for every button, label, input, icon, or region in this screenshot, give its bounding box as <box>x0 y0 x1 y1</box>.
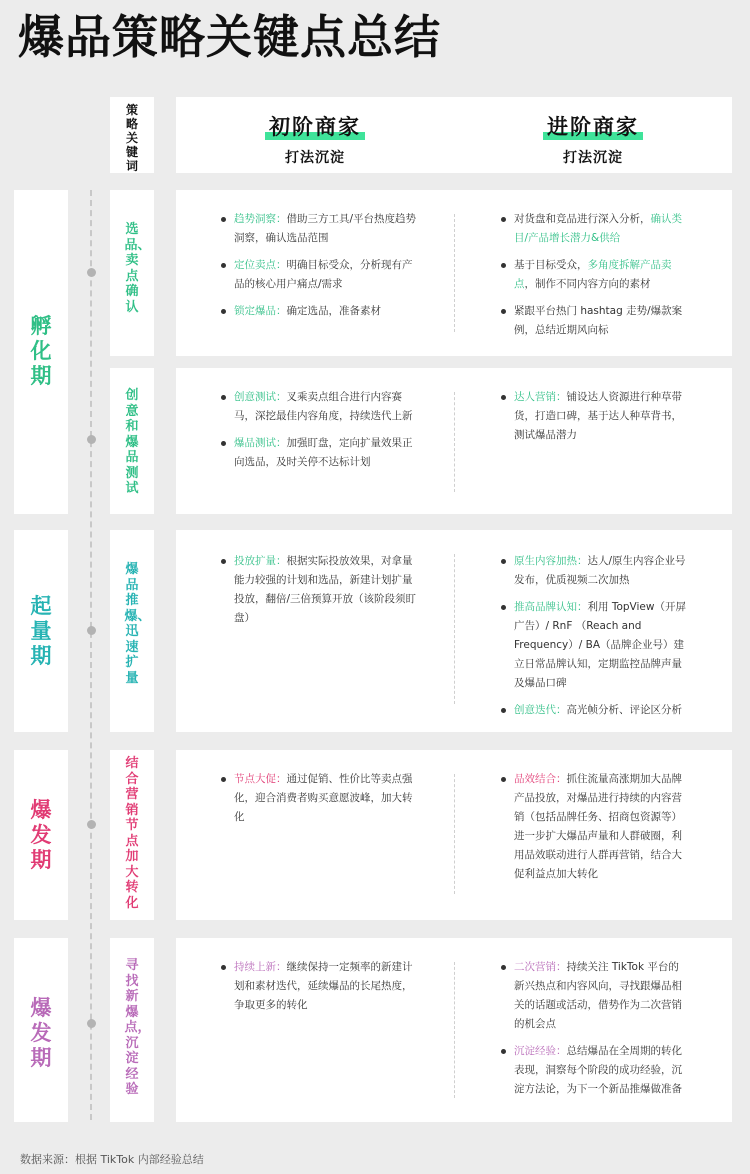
advanced-list <box>498 210 688 348</box>
bullet-text: 根据实际投放效果，对拿量能力较强的计划和选品，新建计划扩量投放，翻倍/三倍预算开放（该阶段须盯盘） <box>234 555 417 624</box>
bullet-item <box>498 388 688 445</box>
bullet-highlight: 二次营销： <box>514 961 567 973</box>
bullet-text: 继续保持一定频率的新建计划和素材迭代，延续爆品的长尾热度，争取更多的转化 <box>234 961 413 1011</box>
timeline-dot <box>87 435 96 444</box>
bullet-text: 利用 TopView（开屏广告）/ RnF （Reach and Frequency）/ BA（品牌企业号）建立日常品牌认知，定期监控品牌声量及爆品口碑 <box>514 601 686 689</box>
bullet-item <box>218 388 418 426</box>
bullet-highlight: 原生内容加热： <box>514 555 588 567</box>
advanced-list <box>498 388 688 453</box>
keyword-label: 选品、卖点确认 <box>124 222 151 315</box>
timeline-dot <box>87 1019 96 1028</box>
bullet-text: 总结爆品在全周期的转化表现，洞察每个阶段的成功经验，沉淀方法论，为下一个新品推爆做准备 <box>514 1045 682 1095</box>
keyword-header-label: 策略关键词 <box>125 103 138 173</box>
timeline-dot <box>87 820 96 829</box>
tier-basic-sub: 打法沉淀 <box>285 150 345 166</box>
basic-list <box>218 552 418 636</box>
bullet-item <box>218 302 418 321</box>
tier-header <box>176 97 732 173</box>
bullet-text: 确定选品，准备素材 <box>286 305 381 317</box>
tier-basic-header <box>176 111 454 167</box>
bullet-item <box>498 958 688 1034</box>
bullet-item <box>218 552 418 628</box>
data-source-note: 数据来源：根据 TikTok 内部经验总结 <box>20 1153 204 1166</box>
bullet-highlight: 品效结合： <box>514 773 567 785</box>
phase-label-burst-late: 爆发期 <box>30 996 52 1070</box>
tier-advanced-name: 进阶商家 <box>547 115 639 139</box>
phase-cell-incubation <box>14 190 68 514</box>
bullet-text: 抓住流量高涨期加大品牌产品投放，对爆品进行持续的内容营销（包括品牌任务、招商包资源等）进一步扩大爆品声量和人群破圈，利用品效联动进行人群再营销，结合大促利益点加大转化 <box>514 773 682 880</box>
keyword-label: 爆品推爆、迅速扩量 <box>124 562 151 686</box>
bullet-text: 铺设达人资源进行种草带货，打造口碑，基于达人种草背书，测试爆品潜力 <box>514 391 682 441</box>
bullet-highlight: 创意迭代： <box>514 704 567 716</box>
bullet-highlight: 多角度拆解产品卖点 <box>514 259 672 290</box>
bullet-item <box>218 958 418 1015</box>
bullet-highlight: 趋势洞察： <box>234 213 287 225</box>
page-title: 爆品策略关键点总结 <box>18 10 441 64</box>
phase-cell-burst <box>14 750 68 920</box>
bullet-text: ，制作不同内容方向的素材 <box>524 278 651 290</box>
phase-label-growth: 起量期 <box>30 594 52 668</box>
keyword-cell <box>110 750 154 920</box>
tier-advanced-title <box>543 111 643 141</box>
bullet-text: 达人/原生内容企业号发布，优质视频二次加热 <box>514 555 686 586</box>
bullet-highlight: 锁定爆品： <box>234 305 287 317</box>
bullet-highlight: 创意测试： <box>234 391 287 403</box>
content-cell <box>176 938 732 1122</box>
advanced-list <box>498 770 688 892</box>
bullet-item <box>498 552 688 590</box>
bullet-highlight: 沉淀经验： <box>514 1045 567 1057</box>
timeline-line <box>90 190 92 1120</box>
bullet-item <box>218 210 418 248</box>
column-divider <box>454 214 455 332</box>
content-cell <box>176 750 732 920</box>
bullet-text: 基于目标受众， <box>514 259 588 271</box>
bullet-highlight: 定位卖点： <box>234 259 287 271</box>
bullet-highlight: 确认类目/产品增长潜力&供给 <box>514 213 682 244</box>
bullet-text: 通过促销、性价比等卖点强化，迎合消费者购买意愿波峰，加大转化 <box>234 773 413 823</box>
keyword-cell <box>110 368 154 514</box>
bullet-item <box>498 302 688 340</box>
bullet-text: 加强盯盘，定向扩量效果正向选品，及时关停不达标计划 <box>234 437 413 468</box>
timeline-dot <box>87 626 96 635</box>
advanced-list <box>498 958 688 1107</box>
bullet-highlight: 爆品测试： <box>234 437 287 449</box>
phase-label-incubation: 孵化期 <box>30 314 52 388</box>
keyword-header <box>110 97 154 173</box>
tier-advanced-sub: 打法沉淀 <box>563 150 623 166</box>
bullet-item <box>218 770 418 827</box>
bullet-text: 借助三方工具/平台热度趋势洞察，确认选品范围 <box>234 213 417 244</box>
keyword-cell <box>110 938 154 1122</box>
keyword-cell <box>110 530 154 732</box>
bullet-item <box>498 1042 688 1099</box>
bullet-item <box>498 256 688 294</box>
bullet-item <box>218 256 418 294</box>
bullet-text: 明确目标受众，分析现有产品的核心用户痛点/需求 <box>234 259 413 290</box>
phase-cell-growth <box>14 530 68 732</box>
column-divider <box>454 392 455 492</box>
bullet-text: 持续关注 TikTok 平台的新兴热点和内容风向，寻找跟爆品相关的话题或活动，借势作为二次营销的机会点 <box>514 961 682 1030</box>
bullet-item <box>218 434 418 472</box>
basic-list <box>218 388 418 480</box>
column-divider <box>454 554 455 704</box>
bullet-item <box>498 701 688 720</box>
column-divider <box>454 962 455 1098</box>
tier-basic-name: 初阶商家 <box>269 115 361 139</box>
basic-list <box>218 210 418 329</box>
bullet-highlight: 推高品牌认知： <box>514 601 588 613</box>
bullet-item <box>498 210 688 248</box>
bullet-text: 对货盘和竞品进行深入分析， <box>514 213 651 225</box>
bullet-item <box>498 770 688 884</box>
keyword-label: 创意和爆品测试 <box>125 388 139 496</box>
content-cell <box>176 368 732 514</box>
timeline-dot <box>87 268 96 277</box>
bullet-highlight: 投放扩量： <box>234 555 287 567</box>
basic-list <box>218 770 418 835</box>
phase-label-burst: 爆发期 <box>30 798 52 872</box>
column-divider <box>454 774 455 894</box>
tier-basic-title <box>265 111 365 141</box>
keyword-cell <box>110 190 154 356</box>
basic-list <box>218 958 418 1023</box>
bullet-highlight: 达人营销： <box>514 391 567 403</box>
phase-cell-burst-late <box>14 938 68 1122</box>
bullet-text: 叉乘卖点组合进行内容赛马，深挖最佳内容角度，持续迭代上新 <box>234 391 413 422</box>
bullet-highlight: 持续上新： <box>234 961 287 973</box>
tier-advanced-header <box>454 111 732 167</box>
bullet-text: 紧跟平台热门 hashtag 走势/爆款案例，总结近期风向标 <box>514 305 683 336</box>
bullet-highlight: 节点大促： <box>234 773 287 785</box>
keyword-label: 寻找新爆点，沉淀经验 <box>124 958 151 1097</box>
bullet-item <box>498 598 688 693</box>
bullet-text: 高光帧分析、评论区分析 <box>566 704 682 716</box>
content-cell <box>176 530 732 732</box>
advanced-list <box>498 552 688 728</box>
keyword-label: 结合营销节点加大转化 <box>125 756 139 911</box>
content-cell <box>176 190 732 356</box>
